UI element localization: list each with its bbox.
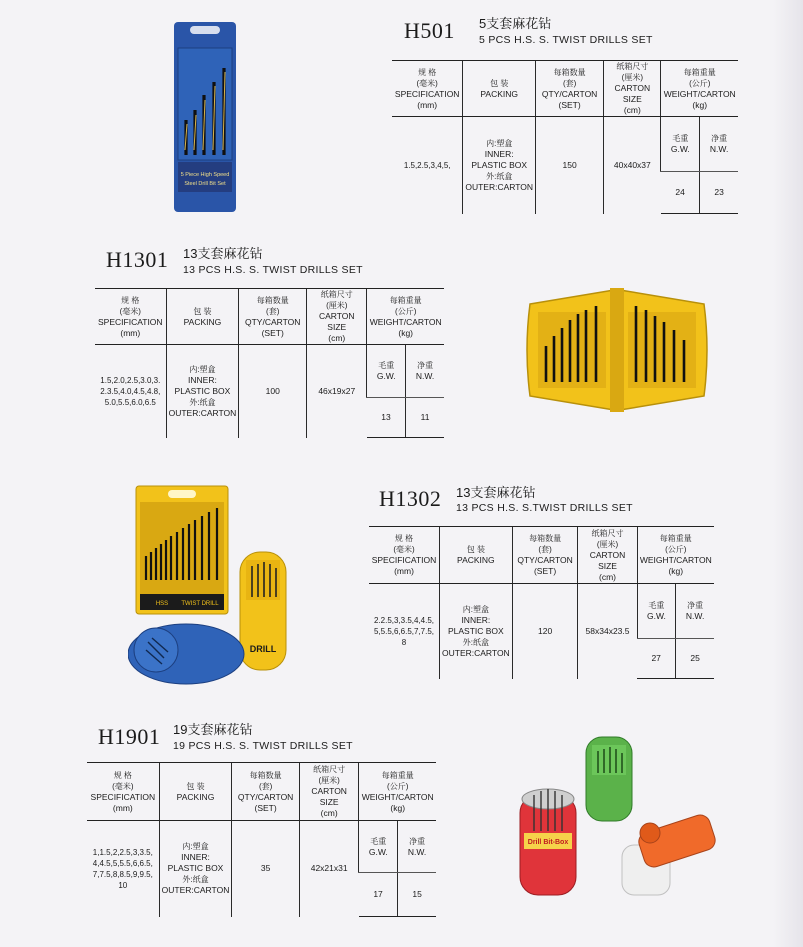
hdr-weight-cn: 每箱重量 [381, 770, 414, 780]
product-photo-h501 [170, 20, 240, 215]
carton-h1901: 42x21x31 [310, 863, 348, 874]
hdr-qty-cn: 每箱数量 [249, 770, 282, 780]
model-h1302: H1302 [379, 486, 442, 511]
title-en-h501: 5 PCS H.S. S. TWIST DRILLS SET [479, 34, 653, 46]
hdr-packing-en: PACKING [183, 316, 222, 327]
model-h501: H501 [404, 18, 455, 43]
hdr-spec-cn: 规 格 [121, 295, 140, 305]
hdr-carton-unit-cn: (厘米) [326, 301, 348, 310]
page-edge-shadow [773, 0, 803, 947]
hdr-weight-en: WEIGHT/CARTON [663, 88, 736, 99]
hdr-packing-en: PACKING [457, 555, 495, 565]
hdr-qty-unit: (SET) [261, 327, 284, 338]
hdr-weight-unit-cn: (公斤) [689, 78, 711, 88]
spec-values-h1301-2: 2.3.5,4.0,4.5,4.8, [100, 386, 161, 396]
title-en-h1302: 13 PCS H.S. S.TWIST DRILLS SET [456, 502, 633, 514]
spec-table-h501 [392, 60, 738, 214]
hdr-carton-en: CARTON SIZE [311, 786, 347, 807]
hdr-spec-cn: 规 格 [113, 770, 132, 780]
hdr-gw-cn: 毛重 [378, 361, 395, 370]
h501-image-text-1: 5 Piece High Speed [180, 172, 230, 178]
hdr-qty-en: QTY/CARTON [541, 88, 598, 99]
spec-values-h1901-1: 1,1.5,2,2.5,3,3.5, [92, 847, 153, 857]
hdr-carton-en: CARTON SIZE [318, 311, 355, 332]
hdr-gw-cn: 毛重 [370, 836, 387, 846]
hdr-spec-en: SPECIFICATION [98, 316, 163, 327]
hdr-qty-cn: 每箱数量 [256, 295, 289, 305]
hdr-nw-en: N.W. [685, 611, 705, 621]
hdr-nw-cn: 净重 [417, 361, 434, 370]
nw-h1302: 25 [690, 653, 700, 663]
hdr-packing-en: PACKING [480, 88, 519, 99]
qty-h501: 150 [562, 159, 577, 170]
hdr-gw-en: G.W. [670, 144, 690, 154]
hdr-gw-en: G.W. [376, 371, 396, 381]
qty-h1301: 100 [265, 385, 280, 396]
hdr-carton-unit-cn: (厘米) [318, 776, 340, 785]
hdr-spec-unit-cn: (毫米) [416, 78, 438, 88]
spec-values-h1302-2: 5,5.5,6,6.5,7,7.5, [373, 626, 435, 636]
packing-outer-en: OUTER:CARTON [168, 407, 237, 418]
packing-outer-en: OUTER:CARTON [465, 181, 534, 192]
h1302-image-text-3: DRILL [249, 644, 277, 654]
qty-h1901: 35 [260, 863, 271, 874]
packing-inner-en: INNER: [461, 614, 491, 625]
hdr-packing-cn: 包 装 [186, 781, 205, 791]
hdr-qty-unit-cn: (套) [258, 781, 273, 791]
hdr-carton-en: CARTON SIZE [614, 83, 651, 104]
hdr-carton-unit: (cm) [328, 333, 346, 343]
hdr-gw-cn: 毛重 [672, 134, 689, 143]
nw-h501: 23 [714, 187, 724, 197]
hdr-qty-unit: (SET) [254, 802, 277, 813]
hdr-qty-en: QTY/CARTON [244, 316, 301, 327]
hdr-spec-unit-cn: (毫米) [393, 545, 415, 554]
nw-h1301: 11 [420, 412, 430, 422]
hdr-qty-unit: (SET) [533, 566, 557, 576]
hdr-spec-cn: 规 格 [394, 534, 414, 543]
hdr-weight-unit: (kg) [398, 327, 414, 338]
hdr-qty-unit-cn: (套) [562, 78, 577, 88]
packing-inner-en: INNER: [188, 374, 217, 385]
hdr-gw-en: G.W. [368, 846, 388, 857]
hdr-carton-cn: 纸箱尺寸 [591, 528, 624, 538]
packing-outer-cn: 外:纸盒 [189, 397, 216, 407]
packing-outer-en: OUTER:CARTON [161, 885, 230, 896]
hdr-weight-en: WEIGHT/CARTON [361, 791, 434, 802]
carton-h501: 40x40x37 [613, 159, 651, 170]
spec-values-h1302-1: 2.2.5,3,3.5,4,4.5, [373, 615, 435, 625]
hdr-qty-unit-cn: (套) [266, 306, 280, 316]
title-en-h1301: 13 PCS H.S. S. TWIST DRILLS SET [183, 264, 363, 276]
packing-inner-cn: 内:塑盒 [182, 842, 209, 852]
packing-outer-en: OUTER:CARTON [442, 647, 510, 658]
hdr-spec-unit-cn: (毫米) [112, 781, 134, 791]
gw-h1901: 17 [373, 889, 383, 899]
hdr-carton-unit-cn: (厘米) [621, 73, 643, 82]
spec-values-h1302-3: 8 [401, 637, 407, 647]
hdr-gw-cn: 毛重 [648, 601, 665, 610]
packing-outer-cn: 外:纸盒 [182, 875, 209, 885]
hdr-carton-cn: 纸箱尺寸 [616, 62, 649, 71]
packing-outer-cn: 外:纸盒 [462, 637, 489, 647]
spec-values-h501: 1.5,2.5,3,4,5, [403, 160, 451, 170]
carton-h1302: 58x34x23.5 [585, 625, 630, 636]
hdr-qty-en: QTY/CARTON [237, 791, 294, 802]
hdr-spec-unit: (mm) [394, 566, 414, 576]
h501-image-text-2: Steel Drill Bit Set [184, 181, 226, 187]
hdr-weight-unit-cn: (公斤) [387, 781, 409, 791]
hdr-nw-en: N.W. [415, 371, 435, 381]
model-h1301: H1301 [106, 247, 169, 272]
packing-inner-en: INNER: [484, 148, 514, 159]
title-cn-h1901: 19支套麻花钻 [173, 722, 253, 737]
hdr-spec-cn: 规 格 [418, 67, 437, 77]
packing-box-en: PLASTIC BOX [471, 159, 528, 170]
hdr-packing-cn: 包 装 [193, 306, 212, 316]
hdr-nw-cn: 净重 [409, 836, 426, 846]
hdr-carton-unit-cn: (厘米) [596, 539, 619, 549]
hdr-weight-unit: (kg) [668, 566, 684, 576]
hdr-weight-en: WEIGHT/CARTON [369, 316, 442, 327]
packing-box-en: PLASTIC BOX [447, 625, 504, 636]
spec-table-h1301 [95, 288, 444, 438]
title-cn-h501: 5支套麻花钻 [479, 16, 552, 31]
hdr-carton-cn: 纸箱尺寸 [320, 290, 353, 299]
h1901-image-text-1: Drill Bit-Box [527, 839, 569, 846]
packing-box-en: PLASTIC BOX [174, 385, 231, 396]
gw-h1301: 13 [381, 412, 391, 422]
hdr-spec-unit: (mm) [112, 802, 133, 813]
spec-values-h1901-4: 10 [118, 880, 128, 890]
carton-h1301: 46x19x27 [318, 385, 356, 396]
hdr-qty-en: QTY/CARTON [517, 555, 573, 565]
hdr-weight-unit: (kg) [692, 99, 708, 110]
product-photo-h1301 [522, 286, 712, 414]
hdr-spec-en: SPECIFICATION [371, 555, 437, 565]
hdr-weight-cn: 每箱重量 [659, 534, 692, 543]
hdr-carton-unit: (cm) [320, 808, 338, 818]
hdr-weight-unit: (kg) [390, 802, 406, 813]
title-cn-h1301: 13支套麻花钻 [183, 246, 263, 261]
hdr-spec-unit-cn: (毫米) [119, 306, 141, 316]
packing-inner-cn: 内:塑盒 [486, 138, 513, 148]
spec-values-h1901-2: 4,4.5,5,5.5,6,6.5, [92, 858, 153, 868]
spec-values-h1301-1: 1.5,2.0,2.5,3.0,3. [100, 375, 161, 385]
hdr-carton-unit: (cm) [623, 105, 641, 115]
spec-values-h1301-3: 5.0,5.5,6.0,6.5 [104, 397, 156, 407]
hdr-nw-en: N.W. [407, 846, 427, 857]
packing-box-en: PLASTIC BOX [167, 863, 224, 874]
hdr-weight-cn: 每箱重量 [389, 295, 422, 305]
title-cn-h1302: 13支套麻花钻 [456, 485, 536, 500]
hdr-spec-en: SPECIFICATION [90, 791, 156, 802]
packing-outer-cn: 外:纸盒 [486, 171, 513, 181]
hdr-qty-unit: (SET) [558, 99, 581, 110]
gw-h1302: 27 [651, 653, 661, 663]
hdr-qty-cn: 每箱数量 [529, 534, 562, 543]
packing-inner-en: INNER: [181, 852, 210, 863]
packing-inner-cn: 内:塑盒 [189, 364, 216, 374]
hdr-spec-unit: (mm) [417, 99, 438, 110]
packing-inner-cn: 内:塑盒 [462, 604, 489, 614]
hdr-nw-cn: 净重 [711, 134, 728, 143]
hdr-packing-en: PACKING [176, 791, 215, 802]
hdr-nw-en: N.W. [709, 144, 729, 154]
hdr-nw-cn: 净重 [687, 601, 704, 610]
model-h1901: H1901 [98, 724, 161, 749]
spec-table-h1302 [369, 526, 714, 679]
hdr-weight-unit-cn: (公斤) [665, 545, 687, 554]
hdr-carton-cn: 纸箱尺寸 [313, 765, 346, 774]
hdr-packing-cn: 包 装 [466, 545, 485, 554]
hdr-packing-cn: 包 装 [490, 78, 509, 88]
hdr-carton-en: CARTON SIZE [589, 549, 626, 571]
hdr-carton-unit: (cm) [599, 571, 617, 582]
hdr-qty-cn: 每箱数量 [553, 67, 586, 77]
gw-h501: 24 [675, 187, 685, 197]
qty-h1302: 120 [537, 625, 553, 636]
hdr-gw-en: G.W. [646, 611, 666, 621]
product-photo-h1901 [514, 735, 724, 900]
nw-h1901: 15 [412, 889, 422, 899]
hdr-weight-cn: 每箱重量 [683, 67, 716, 77]
product-photo-h1302 [128, 482, 318, 692]
h1302-image-text-2: TWIST DRILL [181, 601, 219, 607]
hdr-spec-en: SPECIFICATION [394, 88, 460, 99]
spec-values-h1901-3: 7,7.5,8,8.5,9,9.5, [92, 869, 153, 879]
hdr-weight-en: WEIGHT/CARTON [639, 555, 712, 565]
hdr-weight-unit-cn: (公斤) [395, 306, 417, 316]
spec-table-h1901 [87, 762, 436, 917]
hdr-spec-unit: (mm) [120, 327, 141, 338]
h1302-image-text-1: HSS [155, 601, 169, 607]
hdr-qty-unit-cn: (套) [538, 545, 552, 554]
title-en-h1901: 19 PCS H.S. S. TWIST DRILLS SET [173, 740, 353, 752]
